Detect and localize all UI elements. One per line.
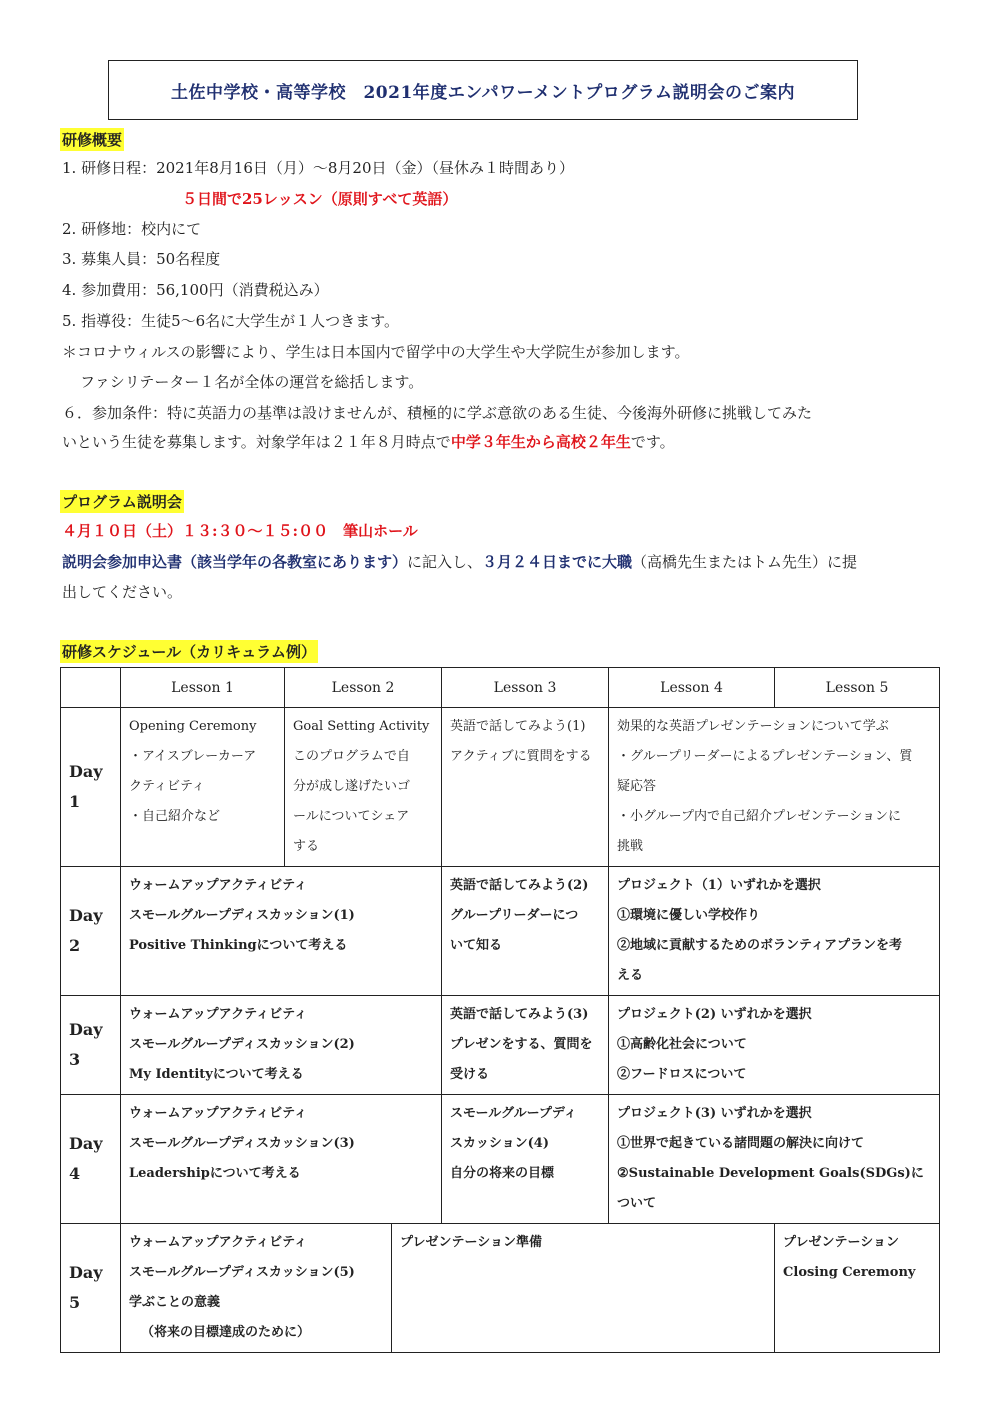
overview-item-6-b-line [62,432,675,452]
schedule-row-day4 [61,1095,940,1224]
overview-heading-wrap [60,128,124,151]
schedule-heading-wrap [60,640,318,663]
header-lesson-2: Lesson 2 [285,668,442,708]
day1-label-b: 1 [69,792,81,811]
day1-l45-line: 挑戦 [617,839,644,854]
day2-l12-line: ウォームアップアクティビティ [129,878,308,893]
day4-label-a: Day [69,1134,103,1153]
day1-l1-line: クティビティ [129,779,205,794]
day5-lesson5 [775,1224,940,1353]
day1-lesson1 [121,708,285,867]
day4-label-b: 4 [69,1164,81,1183]
day4-lesson45 [609,1095,940,1224]
day1-l1-line: ・アイスブレーカーア [129,749,257,764]
overview-item-6-a: ６．参加条件：特に英語力の基準は設けませんが、積極的に学ぶ意欲のある生徒、今後海外研修に挑戦してみた [62,404,813,422]
day3-l45-line: ②フードロスについて [617,1067,747,1082]
overview-note-1: ＊コロナウィルスの影響により、学生は日本国内で留学中の大学生や大学院生が参加します。 [62,343,690,361]
day1-lesson3 [442,708,609,867]
day5-lesson12 [121,1224,392,1353]
day4-l45-line: プロジェクト(3) いずれかを選択 [617,1106,812,1121]
schedule-table [60,667,940,1353]
overview-item-5: 5. 指導役：生徒5〜6名に大学生が１人つきます。 [62,312,399,330]
day3-l45-line: プロジェクト(2) いずれかを選択 [617,1007,812,1022]
day3-label-a: Day [69,1020,103,1039]
overview-item-3: 3. 募集人員：50名程度 [62,250,221,268]
day1-l45-line: ・小グループ内で自己紹介プレゼンテーションに [617,809,901,824]
day3-l3-line: 受ける [450,1067,490,1082]
briefing-apply-line [62,552,857,572]
day1-l3-line: 英語で話してみよう(1) [450,719,586,734]
day2-label-a: Day [69,906,103,925]
schedule-row-day3 [61,996,940,1095]
schedule-row-day2 [61,867,940,996]
title-box [108,60,858,120]
day2-l12-line: スモールグループディスカッション(1) [129,908,355,923]
briefing-heading: プログラム説明会 [60,490,184,513]
overview-heading: 研修概要 [60,128,124,151]
schedule-heading: 研修スケジュール（カリキュラム例） [60,640,318,663]
day5-l3-line: プレゼンテーション準備 [400,1235,542,1250]
briefing-apply-end: 出してください。 [62,583,183,601]
day4-l45-line: ①世界で起きている諸問題の解決に向けて [617,1136,865,1151]
day4-lesson3 [442,1095,609,1224]
day3-l3-line: プレゼンをする、質問を [450,1037,593,1052]
overview-note-2: ファシリテーター１名が全体の運営を総括します。 [80,373,424,391]
day2-l45-line: える [617,968,644,983]
day2-lesson3 [442,867,609,996]
day2-lesson45 [609,867,940,996]
header-lesson-5: Lesson 5 [775,668,940,708]
day1-l45-line: 疑応答 [617,779,657,794]
day2-l3-line: グループリーダーにつ [450,908,579,923]
day2-l45-line: プロジェクト（1）いずれかを選択 [617,878,821,893]
day1-l45-line: 効果的な英語プレゼンテーションについて学ぶ [617,719,889,734]
overview-item-6-red: 中学３年生から高校２年生 [450,433,631,451]
header-lesson-4: Lesson 4 [609,668,775,708]
day3-l45-line: ①高齢化社会について [617,1037,747,1052]
day2-l3-line: いて知る [450,938,503,953]
header-lesson-3: Lesson 3 [442,668,609,708]
day1-l45-line: ・グループリーダーによるプレゼンテーション、質 [617,749,913,764]
day4-l3-line: スカッション(4) [450,1136,549,1151]
day4-l3-line: 自分の将来の目標 [450,1166,555,1181]
day1-l2-line: する [293,839,320,854]
briefing-datetime: ４月１０日（土）１３:３０〜１５:００ 筆山ホール [62,522,418,540]
day2-l3-line: 英語で話してみよう(2) [450,878,589,893]
day4-lesson12 [121,1095,442,1224]
day1-l3-line: アクティブに質問をする [450,749,592,764]
day5-l12-line: 学ぶことの意義 [129,1295,221,1310]
day1-l2-line: 分が成し遂げたいゴ [293,779,411,794]
day1-lesson45 [609,708,940,867]
overview-item-1: 1. 研修日程：2021年8月16日（月）〜8月20日（金）（昼休み１時間あり） [62,159,575,177]
day1-label [61,708,121,867]
overview-item-4: 4. 参加費用：56,100円（消費税込み） [62,281,329,299]
day2-label [61,867,121,996]
day2-l45-line: ②地域に貢献するためのボランティアプランを考 [617,938,902,953]
day5-l12-line: ウォームアップアクティビティ [129,1235,308,1250]
overview-item-2: 2. 研修地：校内にて [62,220,202,238]
day3-l12-line: My Identityについて考える [129,1067,304,1082]
day4-l12-line: スモールグループディスカッション(3) [129,1136,355,1151]
day5-l45-line: Closing Ceremony [783,1265,916,1280]
day1-l2-line: ールについてシェア [293,809,410,824]
day4-l3-line: スモールグループディ [450,1106,577,1121]
header-empty [61,668,121,708]
header-lesson-1: Lesson 1 [121,668,285,708]
briefing-apply-text: に記入し、 [407,553,483,571]
briefing-apply-teachers: （高橋先生またはトム先生）に提 [632,553,858,571]
day1-l1-line: ・自己紹介など [129,809,221,824]
day4-l45-line: ②Sustainable Development Goals(SDGs)について [617,1166,924,1211]
overview-item-1-note: ５日間で25レッスン（原則すべて英語） [182,190,458,208]
day4-label [61,1095,121,1224]
day1-l2-line: このプログラムで自 [293,749,410,764]
overview-item-6-b: いという生徒を募集します。対象学年は２１年８月時点で [62,433,451,451]
schedule-row-day1 [61,708,940,867]
day3-lesson12 [121,996,442,1095]
day2-label-b: 2 [69,936,81,955]
day3-lesson3 [442,996,609,1095]
schedule-header-row [61,668,940,708]
day2-l12-line: Positive Thinkingについて考える [129,938,348,953]
day3-l12-line: ウォームアップアクティビティ [129,1007,308,1022]
day5-label-a: Day [69,1263,103,1282]
day1-l1-line: Opening Ceremony [129,719,257,734]
overview-item-6-c: です。 [630,433,675,451]
briefing-apply-form: 説明会参加申込書（該当学年の各教室にあります） [62,553,408,571]
day5-lesson34 [392,1224,775,1353]
day3-lesson45 [609,996,940,1095]
briefing-heading-wrap [60,490,184,513]
day1-l2-line: Goal Setting Activity [293,719,430,734]
page-title: 土佐中学校・高等学校 2021年度エンパワーメントプログラム説明会のご案内 [170,82,796,103]
day2-l45-line: ①環境に優しい学校作り [617,908,761,923]
schedule-row-day5 [61,1224,940,1353]
day3-label [61,996,121,1095]
day4-l12-line: ウォームアップアクティビティ [129,1106,308,1121]
day1-label-a: Day [69,762,103,781]
day3-l3-line: 英語で話してみよう(3) [450,1007,589,1022]
day5-label-b: 5 [69,1293,81,1312]
day3-l12-line: スモールグループディスカッション(2) [129,1037,355,1052]
day5-label [61,1224,121,1353]
briefing-apply-deadline: ３月２４日までに大職 [482,553,633,571]
day5-l12-line: スモールグループディスカッション(5) [129,1265,355,1280]
day5-l12-line: （将来の目標達成のために） [141,1325,311,1340]
day3-label-b: 3 [69,1050,81,1069]
day2-lesson12 [121,867,442,996]
day4-l12-line: Leadershipについて考える [129,1166,301,1181]
day1-lesson2 [285,708,442,867]
day5-l45-line: プレゼンテーション [783,1235,899,1250]
